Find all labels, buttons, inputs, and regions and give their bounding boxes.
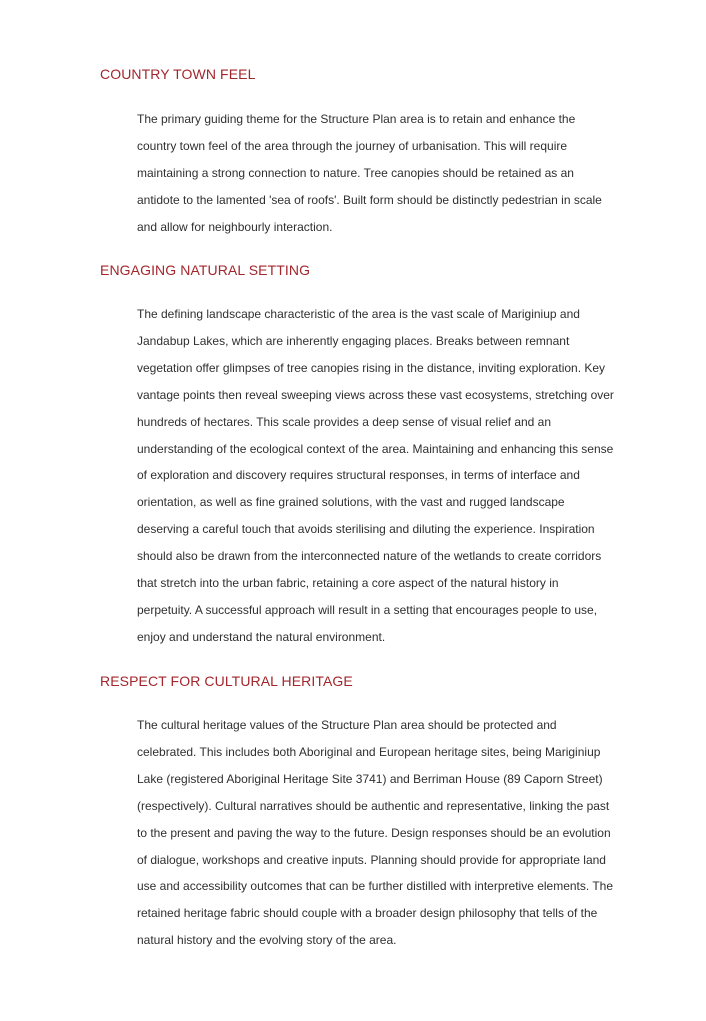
section-paragraph-respect-for-cultural-heritage bbox=[137, 712, 649, 954]
paragraph-line: that stretch into the urban fabric, retaining a core aspect of the natural history in bbox=[137, 576, 559, 591]
paragraph-line: orientation, as well as fine grained solutions, with the vast and rugged landscape bbox=[137, 495, 565, 510]
section-heading-country-town-feel: COUNTRY TOWN FEEL bbox=[100, 66, 256, 82]
paragraph-line: to the present and paving the way to the future. Design responses should be an evolution bbox=[137, 825, 611, 840]
paragraph-line: vegetation offer glimpses of tree canopies rising in the distance, inviting exploration. Key bbox=[137, 360, 606, 375]
paragraph-line: The defining landscape characteristic of the area is the vast scale of Mariginiup and bbox=[137, 307, 580, 321]
paragraph-line: perpetuity. A successful approach will result in a setting that encourages people to use, bbox=[137, 602, 598, 617]
paragraph-line: use and accessibility outcomes that can be further distilled with interpretive elements. The bbox=[137, 879, 614, 894]
paragraph-line: vantage points then reveal sweeping views across these vast ecosystems, stretching over bbox=[137, 387, 614, 402]
paragraph-line: Jandabup Lakes, which are inherently engaging places. Breaks between remnant bbox=[137, 333, 570, 348]
paragraph-line: deserving a careful touch that avoids sterilising and diluting the experience. Inspiration bbox=[137, 522, 595, 537]
paragraph-line: enjoy and understand the natural environment. bbox=[137, 629, 386, 644]
paragraph-line: and allow for neighbourly interaction. bbox=[137, 219, 333, 234]
section-heading-engaging-natural-setting: ENGAGING NATURAL SETTING bbox=[100, 262, 311, 278]
paragraph-line: hundreds of hectares. This scale provides a deep sense of visual relief and an bbox=[137, 414, 552, 429]
paragraph-line: Lake (registered Aboriginal Heritage Site 3741) and Berriman House (89 Caporn Street) bbox=[137, 771, 603, 786]
paragraph-line: celebrated. This includes both Aboriginal and European heritage sites, being Mariginiup bbox=[137, 744, 601, 759]
section-heading-respect-for-cultural-heritage: RESPECT FOR CULTURAL HERITAGE bbox=[100, 673, 353, 689]
paragraph-line: antidote to the lamented 'sea of roofs'. Built form should be distinctly pedestrian in scale bbox=[137, 192, 602, 207]
paragraph-line: maintaining a strong connection to nature. Tree canopies should be retained as an bbox=[137, 165, 574, 180]
paragraph-line: retained heritage fabric should couple with a broader design philosophy that tells of the bbox=[137, 906, 598, 921]
paragraph-line: The cultural heritage values of the Structure Plan area should be protected and bbox=[137, 718, 557, 732]
section-paragraph-engaging-natural-setting bbox=[137, 301, 649, 651]
paragraph-line: country town feel of the area through the journey of urbanisation. This will require bbox=[137, 138, 568, 153]
paragraph-line: natural history and the evolving story of the area. bbox=[137, 933, 397, 948]
paragraph-line: understanding of the ecological context of the area. Maintaining and enhancing this sense bbox=[137, 441, 614, 456]
paragraph-line: (respectively). Cultural narratives should be authentic and representative, linking the past bbox=[137, 798, 610, 813]
section-paragraph-country-town-feel bbox=[137, 106, 649, 241]
paragraph-line: of exploration and discovery requires structural responses, in terms of interface and bbox=[137, 468, 580, 483]
paragraph-line: should also be drawn from the interconnected nature of the wetlands to create corridors bbox=[137, 549, 602, 564]
paragraph-line: of dialogue, workshops and creative inputs. Planning should provide for appropriate land bbox=[137, 852, 606, 867]
paragraph-line: The primary guiding theme for the Structure Plan area is to retain and enhance the bbox=[137, 112, 576, 126]
